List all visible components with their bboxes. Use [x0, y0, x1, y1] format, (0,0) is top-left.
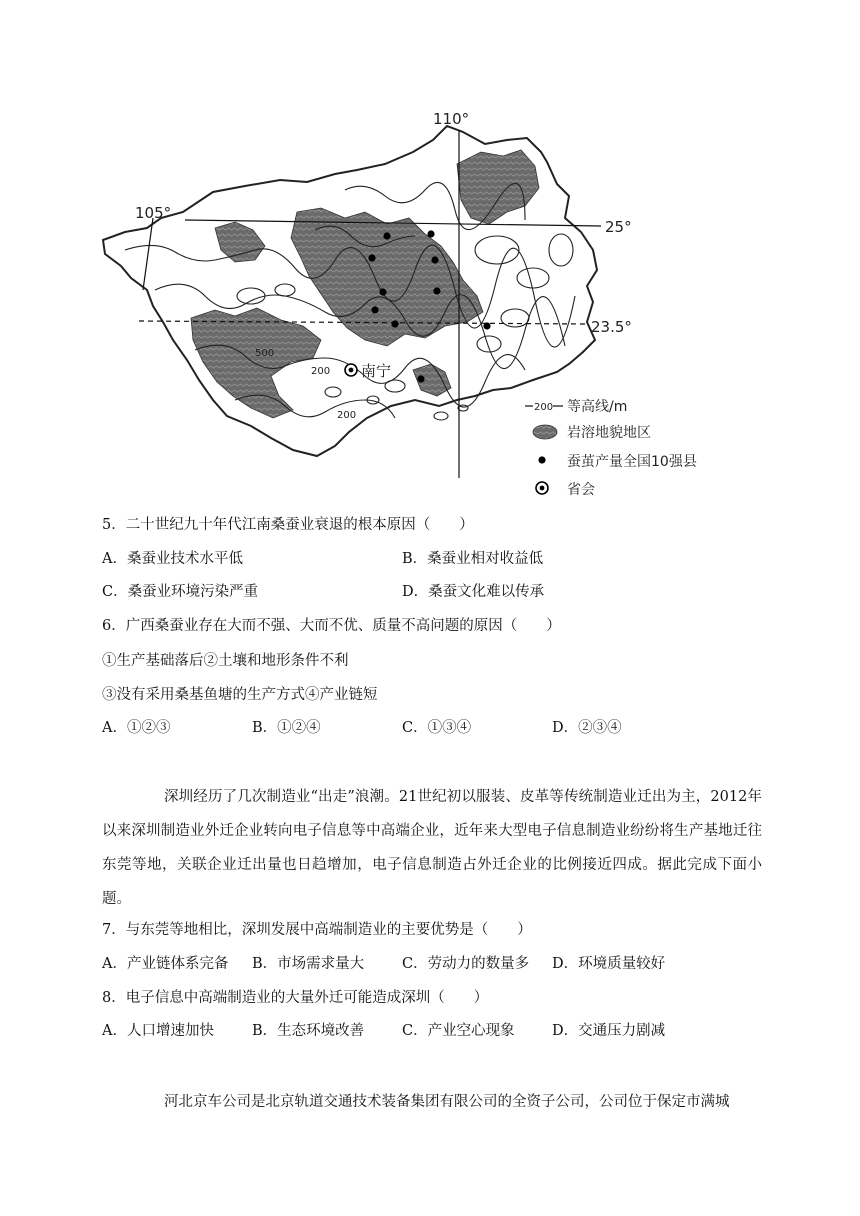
question-6-option-c: C．①③④: [402, 720, 472, 736]
passage-shenzhen: 深圳经历了几次制造业“出走”浪潮。21世纪初以服装、皮革等传统制造业迁出为主，2012年以来深圳制造业外迁企业转向电子信息等中高端企业，近年来大型电子信息制造业纷纷将生产基地迁往东莞等地，关联企业迁出量也日趋增加，电子信息制造占外迁企业的比例接近四成。据此完成下面小题。: [102, 789, 762, 907]
capital-symbol: [345, 364, 357, 376]
question-7-stem: 7．与东莞等地相比，深圳发展中高端制造业的主要优势是（ ）: [102, 922, 532, 938]
county-dot: [483, 322, 490, 329]
legend-county-dot: [538, 456, 545, 463]
legend-karst-swatch: [533, 425, 557, 439]
lon-105-label: 105°: [135, 204, 172, 222]
county-dot: [431, 256, 438, 263]
county-dot: [368, 254, 375, 261]
legend-capital-label: 省会: [567, 482, 595, 498]
question-7-option-a: A．产业链体系完备: [102, 956, 229, 972]
county-dot: [383, 232, 390, 239]
question-8-stem: 8．电子信息中高端制造业的大量外迁可能造成深圳（ ）: [102, 990, 489, 1006]
guangxi-karst-map: [95, 100, 697, 505]
question-5-option-c: C．桑蚕业环境污染严重: [102, 584, 259, 600]
legend-contour-sample: 200: [534, 402, 554, 413]
legend-karst-label: 岩溶地貌地区: [567, 425, 651, 441]
question-8-option-d: D．交通压力剧减: [552, 1023, 666, 1039]
question-8-option-b: B．生态环境改善: [252, 1023, 365, 1039]
map-svg: [95, 100, 697, 505]
contour-200-label: 200: [337, 410, 357, 421]
question-7-option-d: D．环境质量较好: [552, 956, 666, 972]
question-8-option-a: A．人口增速加快: [102, 1023, 214, 1039]
contour-200-label: 200: [311, 366, 331, 377]
question-8-option-c: C．产业空心现象: [402, 1023, 515, 1039]
question-7-option-c: C．劳动力的数量多: [402, 956, 530, 972]
county-dot: [433, 287, 440, 294]
county-dot: [371, 306, 378, 313]
question-6-option-a: A．①②③: [102, 720, 171, 736]
question-6-option-d: D．②③④: [552, 720, 622, 736]
lat-25-label: 25°: [605, 218, 632, 236]
question-5-option-a: A．桑蚕业技术水平低: [102, 551, 243, 567]
question-5-option-b: B．桑蚕业相对收益低: [402, 551, 544, 567]
lat-23-5-label: 23.5°: [591, 318, 632, 336]
capital-label: 南宁: [361, 362, 392, 380]
question-6-option-b: B．①②④: [252, 720, 321, 736]
legend-contour-label: 等高线/m: [567, 399, 628, 415]
lon-110-label: 110°: [433, 110, 470, 128]
question-6-choices-line-1: ①生产基础落后②土壤和地形条件不利: [102, 653, 349, 669]
question-6-choices-line-2: ③没有采用桑基鱼塘的生产方式④产业链短: [102, 687, 378, 703]
passage-hebei-jingche: 河北京车公司是北京轨道交通技术装备集团有限公司的全资子公司，公司位于保定市满城: [164, 1094, 730, 1110]
question-6-stem: 6．广西桑蚕业存在大而不强、大而不优、质量不高问题的原因（ ）: [102, 618, 561, 634]
county-dot: [417, 375, 424, 382]
question-5-option-d: D．桑蚕文化难以传承: [402, 584, 545, 600]
question-5-stem: 5．二十世纪九十年代江南桑蚕业衰退的根本原因（ ）: [102, 517, 474, 533]
county-dot: [391, 320, 398, 327]
contour-500-label: 500: [255, 348, 275, 359]
legend-county-label: 蚕茧产量全国10强县: [567, 454, 697, 470]
question-7-option-b: B．市场需求量大: [252, 956, 365, 972]
map-legend: [525, 398, 697, 498]
county-dot: [379, 288, 386, 295]
county-dot: [427, 230, 434, 237]
